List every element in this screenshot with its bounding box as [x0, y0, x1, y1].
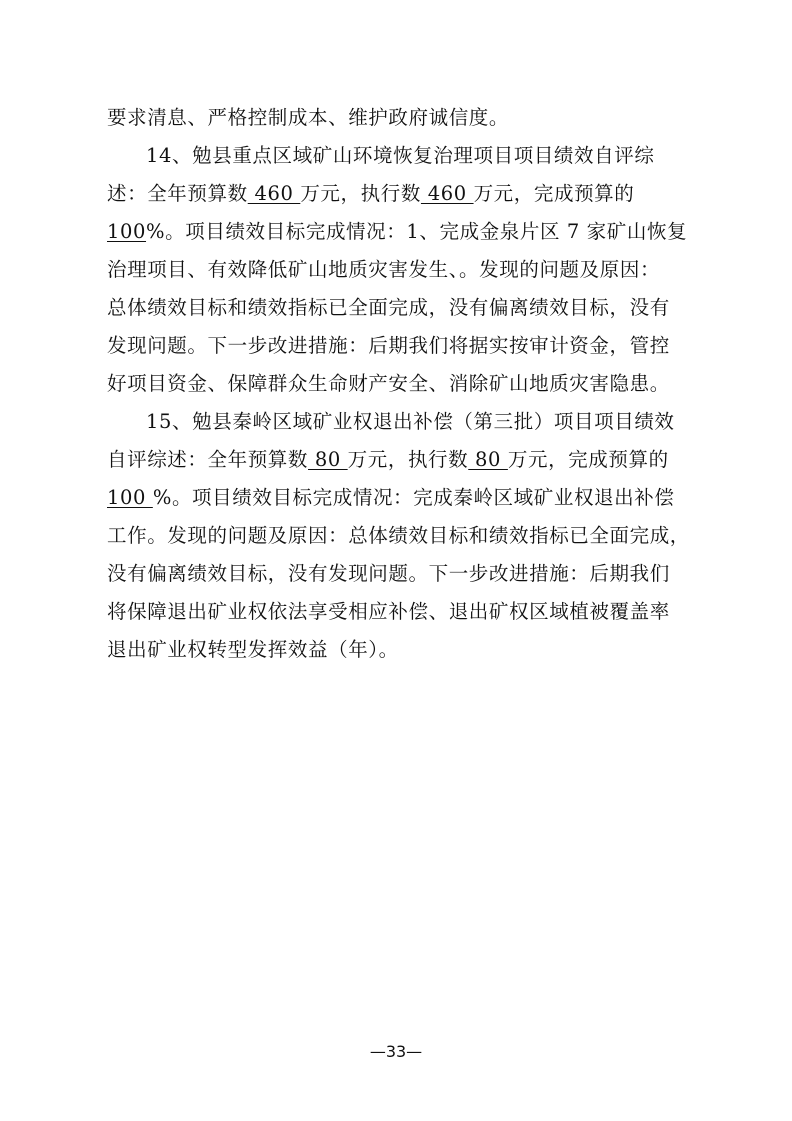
- text-line: 将保障退出矿业权依法享受相应补偿、退出矿权区域植被覆盖率: [107, 600, 670, 623]
- paragraph-15-line-3: [107, 483, 674, 513]
- paragraph-15-line-1: [146, 407, 675, 437]
- paragraph-14-line-4: [107, 255, 660, 285]
- text-segment: %。项目绩效目标完成情况：完成秦岭区域矿业权退出补偿: [152, 486, 675, 509]
- text-segment: 述：全年预算数: [107, 182, 248, 205]
- text-segment: 万元，执行数: [347, 448, 469, 471]
- paragraph-15-line-2: [107, 445, 669, 475]
- completion-rate: 100: [107, 486, 153, 509]
- paragraph-14-line-7: [107, 369, 670, 399]
- text-line: 14、勉县重点区域矿山环境恢复治理项目项目绩效自评综: [146, 144, 655, 167]
- budget-amount: 80: [308, 448, 348, 471]
- paragraph-15-line-4: [107, 521, 690, 551]
- completion-rate: 100: [107, 220, 147, 243]
- executed-amount: 460: [420, 182, 474, 205]
- text-segment: 万元，完成预算的: [507, 448, 669, 471]
- text-line: 总体绩效目标和绩效指标已全面完成，没有偏离绩效目标，没有: [107, 296, 670, 319]
- paragraph-continuation-line: [107, 103, 509, 133]
- paragraph-15-line-7: [107, 635, 399, 665]
- paragraph-15-line-5: [107, 559, 670, 589]
- paragraph-14-line-1: [146, 141, 654, 171]
- budget-amount: 460: [247, 182, 301, 205]
- text-line: 治理项目、有效降低矿山地质灾害发生、。发现的问题及原因：: [107, 258, 661, 281]
- paragraph-14-line-2: [107, 179, 634, 209]
- text-line: 好项目资金、保障群众生命财产安全、消除矿山地质灾害隐患。: [107, 372, 670, 395]
- text-line: 工作。发现的问题及原因：总体绩效目标和绩效指标已全面完成，: [107, 524, 690, 547]
- paragraph-14-line-3: [107, 217, 687, 247]
- text-line: 退出矿业权转型发挥效益（年）。: [107, 638, 399, 661]
- executed-amount: 80: [468, 448, 508, 471]
- text-segment: %。项目绩效目标完成情况：1、完成金泉片区 7 家矿山恢复: [146, 220, 688, 243]
- paragraph-15-line-6: [107, 597, 670, 627]
- paragraph-14-line-6: [107, 331, 670, 361]
- text-segment: 自评综述：全年预算数: [107, 448, 309, 471]
- text-segment: 万元，完成预算的: [473, 182, 635, 205]
- text-line: 没有偏离绩效目标，没有发现问题。下一步改进措施：后期我们: [107, 562, 670, 585]
- text-line: 15、勉县秦岭区域矿业权退出补偿（第三批）项目项目绩效: [146, 410, 675, 433]
- text-line: 要求清息、严格控制成本、维护政府诚信度。: [107, 106, 510, 129]
- paragraph-14-line-5: [107, 293, 670, 323]
- page-number: —33—: [369, 1042, 423, 1061]
- text-line: 发现问题。下一步改进措施：后期我们将据实按审计资金，管控: [107, 334, 670, 357]
- text-segment: 万元，执行数: [300, 182, 421, 205]
